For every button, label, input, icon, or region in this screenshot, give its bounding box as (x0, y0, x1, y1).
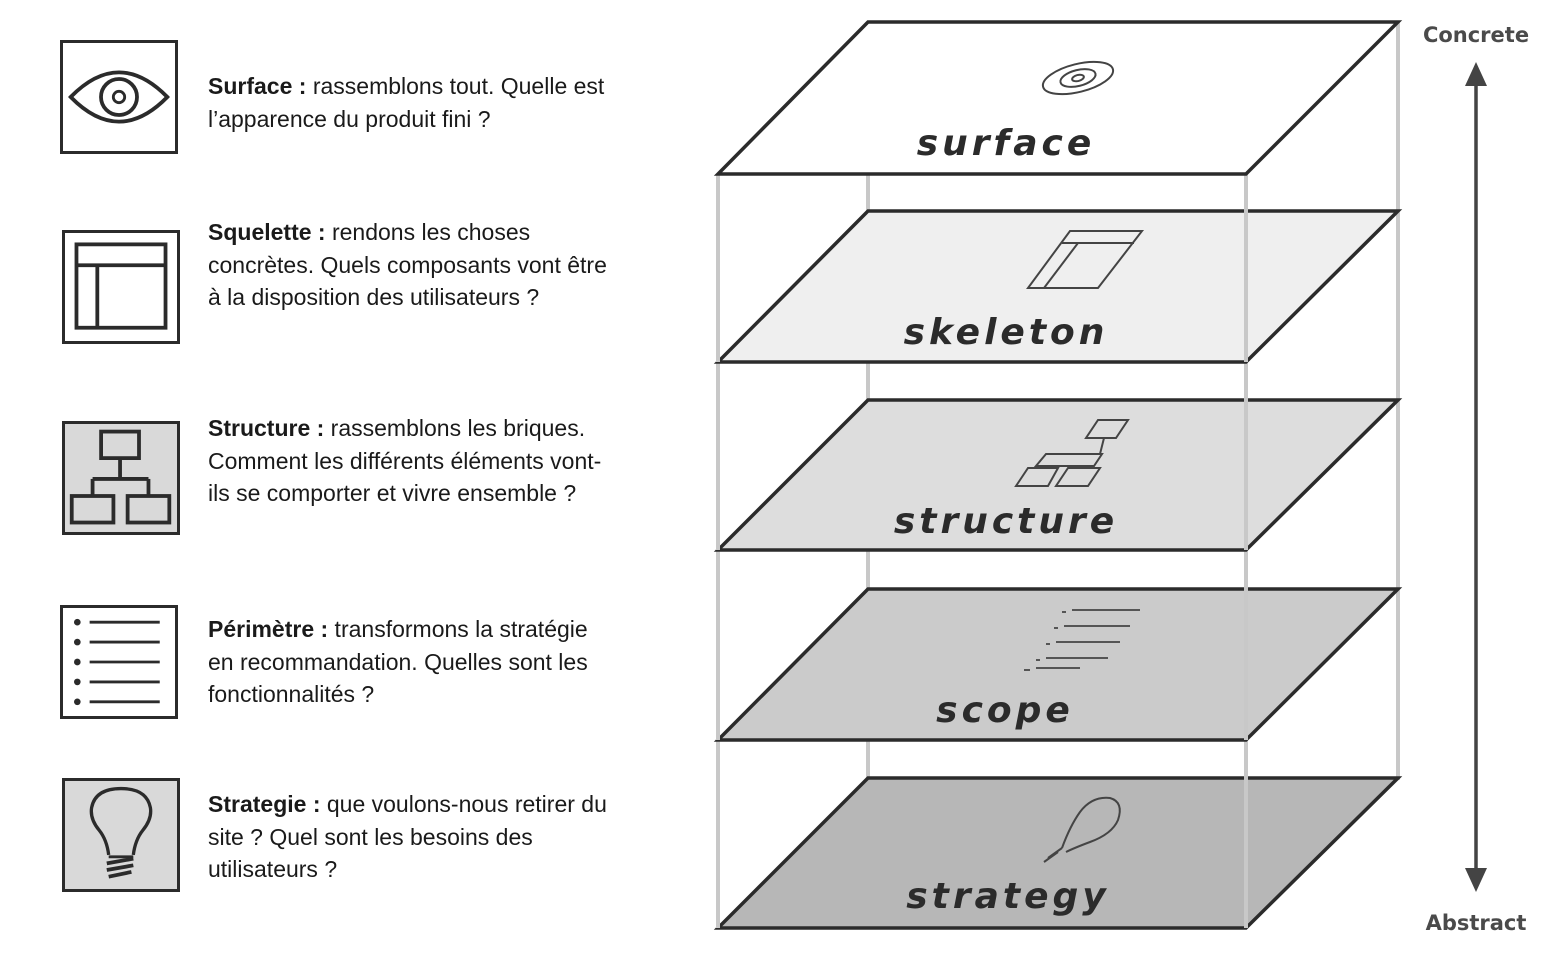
structure-title: Structure : (208, 415, 325, 441)
plane-structure (718, 400, 1398, 550)
plane-surface (718, 22, 1398, 174)
strategy-plane-label: strategy (906, 876, 1110, 917)
axis-bottom-label: Abstract (1425, 911, 1527, 935)
arrow-up-icon (1465, 62, 1487, 86)
scope-plane-label: scope (936, 690, 1074, 731)
structure-plane-label: structure (893, 501, 1119, 542)
plane-skeleton (718, 211, 1398, 362)
surface-title: Surface : (208, 73, 307, 99)
strategy-title: Strategie : (208, 791, 321, 817)
surface-text: rassemblons tout. Quelle est l’apparence du produit fini ? (208, 73, 605, 132)
concrete-abstract-axis (1423, 23, 1529, 935)
scope-text: transformons la stratégie en recommandation. Quelles sont les fonctionnalités ? (208, 616, 588, 707)
strategy-text: que voulons-nous retirer du site ? Quel sont les besoins des utilisateurs ? (208, 791, 607, 882)
arrow-down-icon (1465, 868, 1487, 892)
surface-plane-label: surface (916, 123, 1096, 164)
skeleton-plane-label: skeleton (903, 312, 1109, 353)
plane-strategy (718, 778, 1398, 928)
skeleton-title: Squelette : (208, 219, 326, 245)
plane-scope (718, 589, 1398, 740)
structure-text: rassemblons les briques. Comment les différents éléments vont-ils se comporter et vivre ensemble ? (208, 415, 602, 506)
scope-title: Périmètre : (208, 616, 329, 642)
axis-top-label: Concrete (1422, 23, 1530, 47)
skeleton-text: rendons les choses concrètes. Quels composants vont être à la disposition des utilisateurs ? (208, 219, 607, 310)
